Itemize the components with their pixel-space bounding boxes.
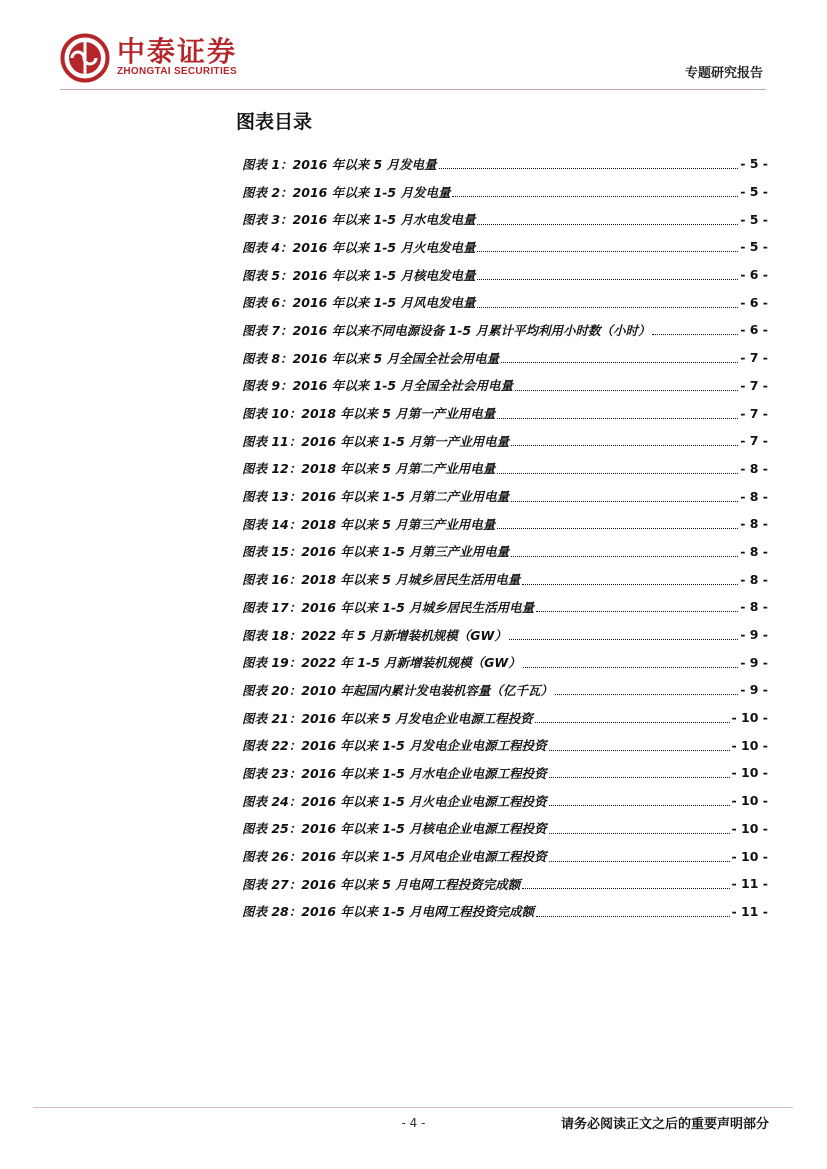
- toc-entry[interactable]: [242, 648, 768, 676]
- brand-name-cn: 中泰证券: [117, 35, 238, 68]
- toc-entry-label: 图表 16：2018 年以来 5 月城乡居民生活用电量: [242, 572, 521, 588]
- toc-leader-dots: [536, 904, 729, 917]
- toc-entry-page: - 6 -: [740, 294, 768, 310]
- toc-leader-dots: [511, 433, 738, 446]
- toc-entry-label: 图表 13：2016 年以来 1-5 月第二产业用电量: [242, 489, 510, 505]
- toc-leader-dots: [509, 627, 738, 640]
- toc-entry[interactable]: [242, 372, 768, 400]
- footer-divider: [33, 1107, 793, 1108]
- report-type-label: 专题研究报告: [684, 66, 763, 81]
- toc-entry-label: 图表 5：2016 年以来 1-5 月核电发电量: [242, 267, 476, 283]
- toc-entry-label: 图表 15：2016 年以来 1-5 月第三产业用电量: [242, 544, 510, 560]
- toc-entry-label: 图表 25：2016 年以来 1-5 月核电企业电源工程投资: [242, 821, 547, 837]
- toc-leader-dots: [549, 849, 730, 862]
- toc-entry-page: - 10 -: [731, 765, 768, 781]
- toc-entry-page: - 7 -: [740, 405, 768, 421]
- toc-entry-page: - 10 -: [731, 737, 768, 753]
- toc-leader-dots: [523, 655, 738, 668]
- toc-entry-label: 图表 9：2016 年以来 1-5 月全国全社会用电量: [242, 378, 513, 394]
- toc-entry-page: - 5 -: [740, 211, 768, 227]
- toc-entry-label: 图表 23：2016 年以来 1-5 月水电企业电源工程投资: [242, 765, 547, 781]
- toc-leader-dots: [652, 322, 738, 335]
- toc-entry[interactable]: [242, 344, 768, 372]
- toc-entry-page: - 7 -: [740, 350, 768, 366]
- toc-entry-page: - 9 -: [740, 654, 768, 670]
- toc-entry-page: - 8 -: [740, 488, 768, 504]
- toc-leader-dots: [497, 406, 738, 419]
- toc-entry[interactable]: [242, 510, 768, 538]
- footer-disclaimer: 请务必阅读正文之后的重要声明部分: [560, 1117, 769, 1132]
- toc-entry[interactable]: [242, 842, 768, 870]
- toc-entry-label: 图表 11：2016 年以来 1-5 月第一产业用电量: [242, 433, 510, 449]
- toc-entry-page: - 9 -: [740, 627, 768, 643]
- toc-entry-page: - 8 -: [740, 543, 768, 559]
- toc-entry-label: 图表 3：2016 年以来 1-5 月水电发电量: [242, 212, 476, 228]
- toc-leader-dots: [477, 212, 738, 225]
- toc-entry[interactable]: [242, 593, 768, 621]
- toc-entry-label: 图表 28：2016 年以来 1-5 月电网工程投资完成额: [242, 904, 535, 920]
- toc-entry-label: 图表 17：2016 年以来 1-5 月城乡居民生活用电量: [242, 599, 535, 615]
- toc-entry-label: 图表 24：2016 年以来 1-5 月火电企业电源工程投资: [242, 793, 547, 809]
- toc-leader-dots: [549, 738, 730, 751]
- toc-entry[interactable]: [242, 898, 768, 926]
- toc-entry[interactable]: [242, 261, 768, 289]
- toc-entry-page: - 9 -: [740, 682, 768, 698]
- toc-leader-dots: [522, 876, 729, 889]
- toc-leader-dots: [549, 765, 730, 778]
- toc-entry-page: - 7 -: [740, 377, 768, 393]
- toc-leader-dots: [439, 156, 739, 169]
- toc-entry[interactable]: [242, 815, 768, 843]
- toc-leader-dots: [555, 682, 738, 695]
- toc-leader-dots: [522, 572, 738, 585]
- toc-entry[interactable]: [242, 676, 768, 704]
- toc-entry[interactable]: [242, 288, 768, 316]
- toc-entry[interactable]: [242, 233, 768, 261]
- toc-entry-label: 图表 8：2016 年以来 5 月全国全社会用电量: [242, 350, 500, 366]
- toc-entry-page: - 5 -: [740, 184, 768, 200]
- toc-entry-page: - 5 -: [740, 239, 768, 255]
- toc-entry[interactable]: [242, 704, 768, 732]
- toc-leader-dots: [515, 378, 738, 391]
- toc-entry[interactable]: [242, 316, 768, 344]
- toc-leader-dots: [497, 516, 738, 529]
- toc-entry-page: - 6 -: [740, 322, 768, 338]
- toc-entry[interactable]: [242, 455, 768, 483]
- toc-entry-page: - 8 -: [740, 571, 768, 587]
- toc-entry[interactable]: [242, 787, 768, 815]
- toc-entry-page: - 10 -: [731, 793, 768, 809]
- zhongtai-logo-icon: [60, 33, 110, 83]
- toc-leader-dots: [477, 267, 738, 280]
- toc-entry-page: - 8 -: [740, 460, 768, 476]
- toc-entry-label: 图表 12：2018 年以来 5 月第二产业用电量: [242, 461, 496, 477]
- toc-entry-label: 图表 6：2016 年以来 1-5 月风电发电量: [242, 295, 476, 311]
- toc-entry-label: 图表 21：2016 年以来 5 月发电企业电源工程投资: [242, 710, 533, 726]
- toc-entry[interactable]: [242, 150, 768, 178]
- toc-leader-dots: [549, 793, 730, 806]
- toc-entry-page: - 11 -: [731, 876, 768, 892]
- toc-entry-label: 图表 20：2010 年起国内累计发电装机容量（亿千瓦）: [242, 682, 553, 698]
- header-divider: [60, 89, 766, 90]
- table-of-figures: [242, 150, 768, 925]
- toc-entry[interactable]: [242, 538, 768, 566]
- toc-leader-dots: [501, 350, 738, 363]
- toc-entry-label: 图表 27：2016 年以来 5 月电网工程投资完成额: [242, 876, 521, 892]
- toc-entry-page: - 6 -: [740, 267, 768, 283]
- toc-leader-dots: [549, 821, 730, 834]
- toc-entry-label: 图表 18：2022 年 5 月新增装机规模（GW）: [242, 627, 507, 643]
- toc-leader-dots: [536, 599, 738, 612]
- toc-entry-page: - 10 -: [731, 710, 768, 726]
- toc-entry[interactable]: [242, 178, 768, 206]
- toc-leader-dots: [511, 489, 738, 502]
- toc-entry[interactable]: [242, 621, 768, 649]
- toc-entry[interactable]: [242, 870, 768, 898]
- toc-entry-label: 图表 7：2016 年以来不同电源设备 1-5 月累计平均利用小时数（小时）: [242, 322, 651, 338]
- toc-entry[interactable]: [242, 427, 768, 455]
- toc-leader-dots: [497, 461, 738, 474]
- toc-entry-label: 图表 1：2016 年以来 5 月发电量: [242, 156, 437, 172]
- toc-entry-label: 图表 2：2016 年以来 1-5 月发电量: [242, 184, 451, 200]
- toc-leader-dots: [477, 295, 738, 308]
- toc-entry-page: - 5 -: [740, 156, 768, 172]
- toc-leader-dots: [511, 544, 738, 557]
- toc-entry[interactable]: [242, 731, 768, 759]
- toc-entry[interactable]: [242, 482, 768, 510]
- toc-entry-label: 图表 4：2016 年以来 1-5 月火电发电量: [242, 239, 476, 255]
- toc-entry-page: - 10 -: [731, 820, 768, 836]
- toc-entry-label: 图表 10：2018 年以来 5 月第一产业用电量: [242, 406, 496, 422]
- page-number: - 4 -: [401, 1116, 426, 1130]
- toc-entry-page: - 11 -: [731, 903, 768, 919]
- toc-leader-dots: [477, 239, 738, 252]
- page-header: [0, 0, 827, 95]
- toc-entry-page: - 8 -: [740, 599, 768, 615]
- toc-entry-label: 图表 14：2018 年以来 5 月第三产业用电量: [242, 516, 496, 532]
- toc-title: 图表目录: [236, 111, 313, 133]
- toc-entry-page: - 7 -: [740, 433, 768, 449]
- toc-entry[interactable]: [242, 205, 768, 233]
- toc-leader-dots: [535, 710, 730, 723]
- toc-entry[interactable]: [242, 399, 768, 427]
- toc-entry-page: - 8 -: [740, 516, 768, 532]
- toc-entry-label: 图表 22：2016 年以来 1-5 月发电企业电源工程投资: [242, 738, 547, 754]
- toc-entry-page: - 10 -: [731, 848, 768, 864]
- toc-leader-dots: [452, 184, 738, 197]
- toc-entry[interactable]: [242, 565, 768, 593]
- brand-name-en: ZHONGTAI SECURITIES: [117, 66, 237, 77]
- toc-entry-label: 图表 19：2022 年 1-5 月新增装机规模（GW）: [242, 655, 521, 671]
- toc-entry[interactable]: [242, 759, 768, 787]
- toc-entry-label: 图表 26：2016 年以来 1-5 月风电企业电源工程投资: [242, 849, 547, 865]
